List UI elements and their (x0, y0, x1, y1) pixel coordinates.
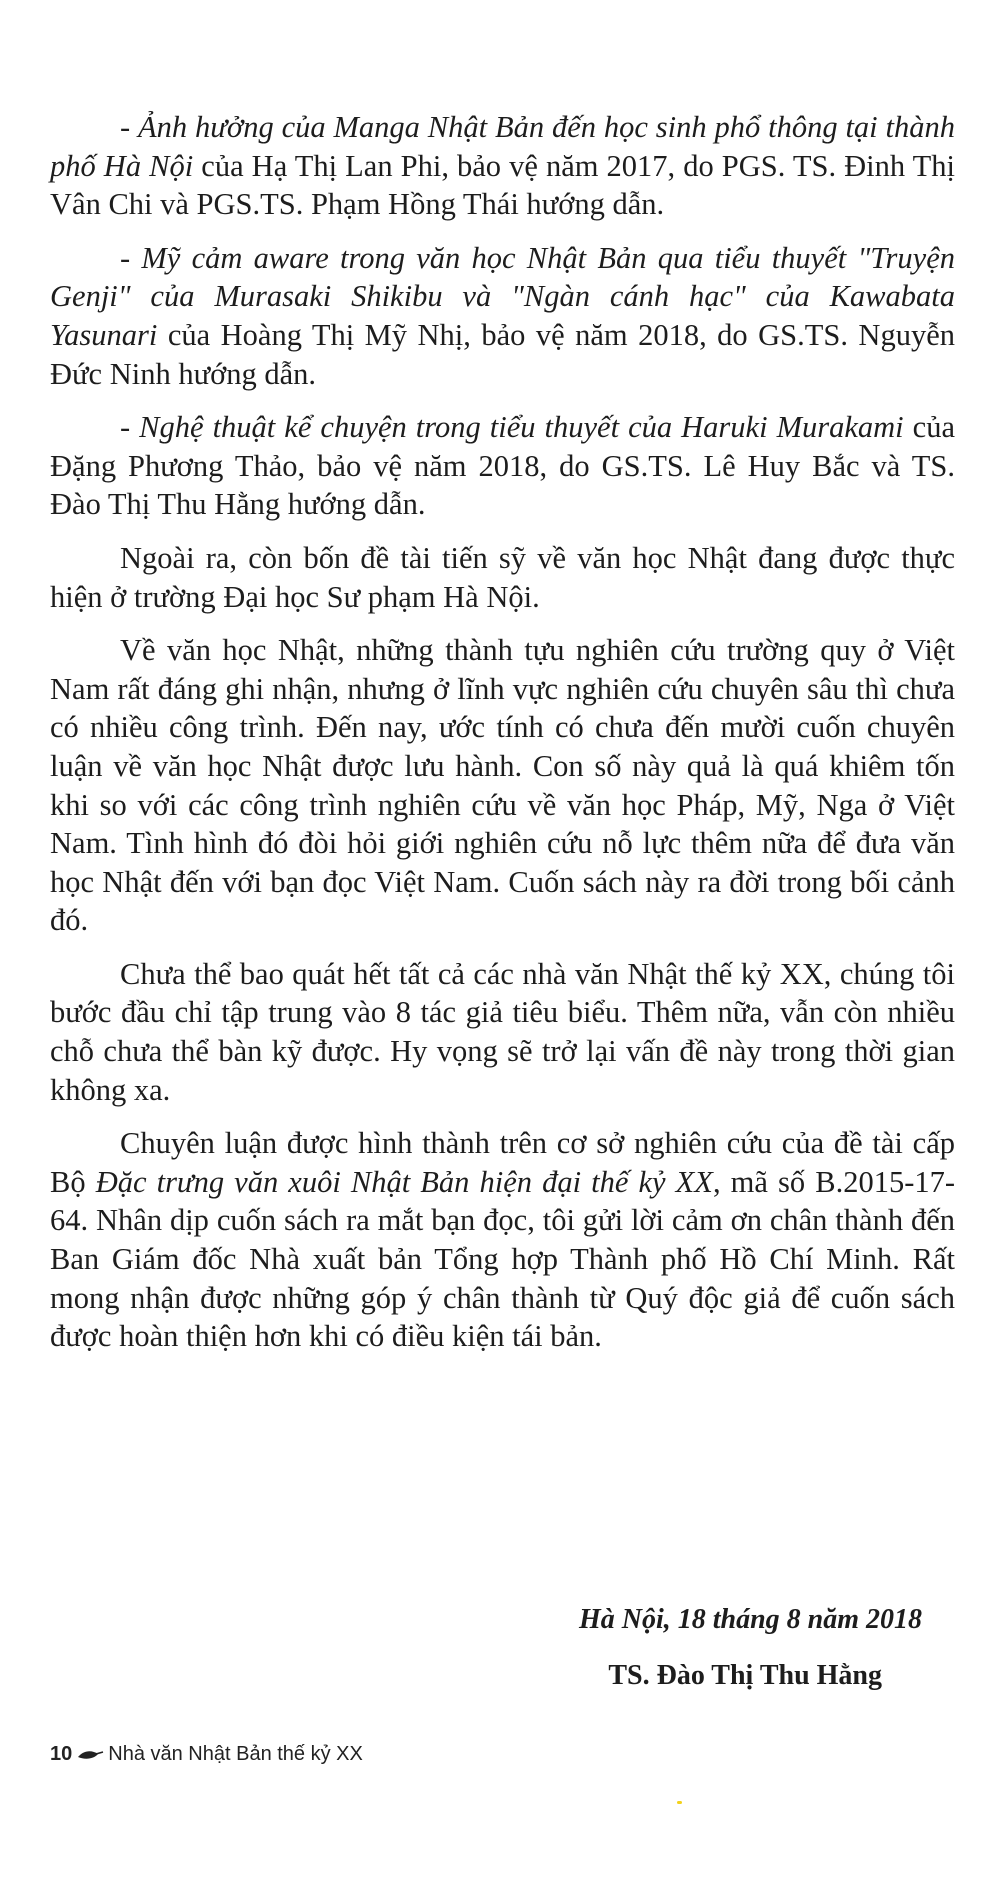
text-run: , mã số B.2015-17-64. Nhân dịp cuốn sách ra mắt bạn đọc, tôi gửi lời cảm ơn chân thành đến Ban Giám đốc Nhà xuất bản Tổng hợp Thành phố Hồ Chí Minh. Rất mong nhận được những góp ý chân thành từ Quý độc giả để cuốn sách được hoàn thiện hơn khi có điều kiện tái bản. (50, 1164, 956, 1354)
paragraph-other-theses (50, 539, 955, 616)
paragraph-thesis-aware (50, 239, 955, 393)
text-run: Về văn học Nhật, những thành tựu nghiên cứu trường quy ở Việt Nam rất đáng ghi nhận, nhưng ở lĩnh vực nghiên cứu chuyên sâu thì chưa có nhiều công trình. Đến nay, ước tính có chưa đến mười cuốn chuyên luận về văn học Nhật được lưu hành. Con số này quả là quá khiêm tốn khi so với các công trình nghiên cứu về văn học Pháp, Mỹ, Nga ở Việt Nam. Tình hình đó đòi hỏi giới nghiên cứu nỗ lực thêm nữa để đưa văn học Nhật đến với bạn đọc Việt Nam. Cuốn sách này ra đời trong bối cảnh đó. (50, 633, 955, 938)
text-run: của Hoàng Thị Mỹ Nhị, bảo vệ năm 2018, do GS.TS. Nguyễn Đức Ninh hướng dẫn. (50, 317, 955, 391)
signature-date: Hà Nội, 18 tháng 8 năm 2018 (578, 1604, 922, 1635)
text-run: Chuyên luận được hình thành trên cơ sở nghiên cứu của đề tài cấp Bộ (50, 1126, 955, 1199)
leaf-ornament-icon (76, 1748, 104, 1762)
text-run: Ngoài ra, còn bốn đề tài tiến sỹ về văn học Nhật đang được thực hiện ở trường Đại học Sư phạm Hà Nội. (50, 540, 955, 614)
paragraph-acknowledgement (50, 1124, 955, 1356)
paragraph-research-state (50, 631, 955, 940)
paper-speck (677, 1801, 682, 1804)
signature-block (579, 1592, 922, 1704)
running-title: Nhà văn Nhật Bản thế kỷ XX (108, 1743, 363, 1765)
text-run: của Đặng Phương Thảo, bảo vệ năm 2018, do GS.TS. Lê Huy Bắc và TS. Đào Thị Thu Hằng hướng dẫn. (50, 410, 955, 522)
page-footer (50, 1743, 363, 1766)
italic-title-run: - Ảnh hưởng của Manga Nhật Bản đến học sinh phổ thông tại thành phố Hà Nội (50, 110, 955, 183)
paragraph-thesis-murakami (50, 408, 955, 524)
body-text (50, 108, 955, 1356)
text-run: của Hạ Thị Lan Phi, bảo vệ năm 2017, do PGS. TS. Đinh Thị Vân Chi và PGS.TS. Phạm Hồng Thái hướng dẫn. (50, 148, 955, 222)
page-number: 10 (50, 1743, 73, 1765)
italic-title-run: - Nghệ thuật kể chuyện trong tiểu thuyết của Haruki Murakami (120, 410, 904, 445)
signature-author: TS. Đào Thị Thu Hằng (608, 1660, 882, 1691)
paragraph-scope (50, 955, 955, 1109)
italic-title-run: Đặc trưng văn xuôi Nhật Bản hiện đại thế kỷ XX (95, 1164, 713, 1199)
text-run: Chưa thể bao quát hết tất cả các nhà văn Nhật thế kỷ XX, chúng tôi bước đầu chỉ tập trung vào 8 tác giả tiêu biểu. Thêm nữa, vẫn còn nhiều chỗ chưa thể bàn kỹ được. Hy vọng sẽ trở lại vấn đề này trong thời gian không xa. (50, 956, 955, 1107)
paragraph-thesis-manga (50, 108, 955, 224)
italic-title-run: - Mỹ cảm aware trong văn học Nhật Bản qua tiểu thuyết "Truyện Genji" của Murasaki Shikibu và "Ngàn cánh hạc" của Kawabata Yasunari (50, 240, 955, 352)
